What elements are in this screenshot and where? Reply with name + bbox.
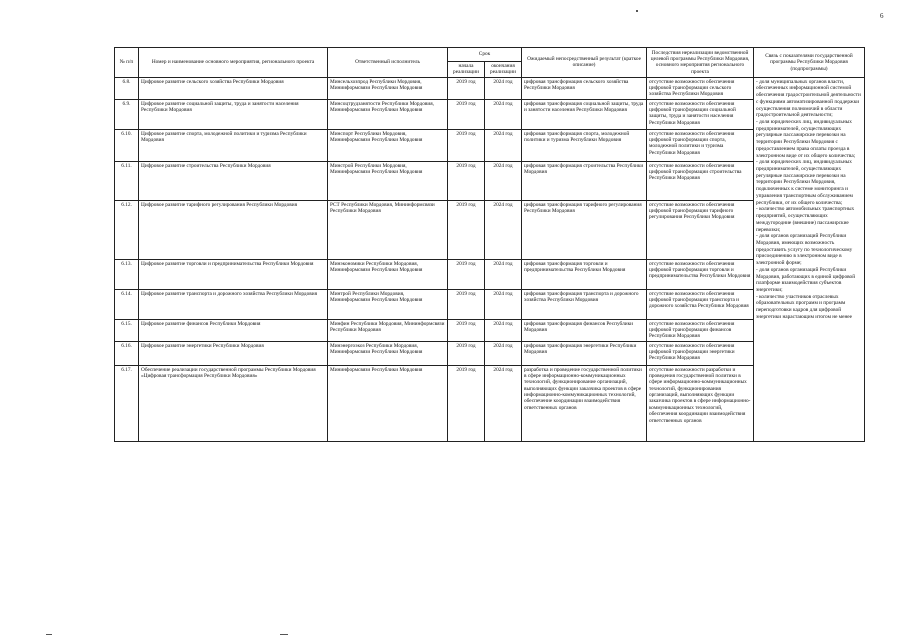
indicator-line: предоставить услугу по технологическому [756, 246, 853, 253]
row-consequence: отсутствие возможности обеспечения цифровой трансформации строительства Республики Мордовия [647, 161, 754, 200]
table-row [115, 161, 865, 200]
row-start: 2019 год [448, 341, 485, 365]
indicator-line: предпринимателей, осуществляющих [756, 166, 842, 173]
indicator-line: территории Республики Мордовия с [756, 139, 838, 146]
indicators-link-cell [754, 77, 865, 441]
row-start: 2019 год [448, 319, 485, 341]
row-start: 2019 год [448, 77, 485, 99]
indicator-line: обеспеченных информационной системой [756, 85, 852, 92]
indicator-line: энергетики нарастающим итогом не менее [756, 313, 852, 320]
row-executor: Минэнергоэкоз Республики Мордовия, Мининформсвязи Республики Мордовия [328, 341, 448, 365]
row-executor: Минспорт Республики Мордовия, Мининформсвязи Республики Мордовия [328, 129, 448, 161]
indicator-line: - количество автомобильных транспортных [756, 206, 855, 213]
row-executor: Минэкономики Республики Мордовия, Мининформсвязи Республики Мордовия [328, 259, 448, 289]
indicator-line: платформе взаимодействия субъектов [756, 280, 842, 287]
indicator-line: - количество участников отраслевых [756, 293, 839, 300]
row-end: 2024 год [485, 341, 522, 365]
row-consequence: отсутствие возможности обеспечения цифровой трансформации тарифного регулирования Республики Мордовия [647, 200, 754, 259]
program-table [114, 47, 865, 442]
indicator-line: - доля юридических лиц, индивидуальных [756, 159, 852, 166]
row-number: 6.17. [115, 365, 139, 441]
row-consequence: отсутствие возможности обеспечения цифровой трансформации финансов Республики Мордовия [647, 319, 754, 341]
row-executor: РСТ Республики Мордовия, Мининформсвязи Республики Мордовия [328, 200, 448, 259]
row-executor: Минтрой Республики Мордовия, Мининформсвязи Республики Мордовия [328, 289, 448, 319]
row-result: цифровая трансформация социальной защиты, труда и занятости населения Республики Мордовия [522, 99, 647, 129]
indicator-line: присоединению в электронном виде в [756, 253, 842, 260]
row-name: Цифровое развитие торговли и предпринимательства Республики Мордовия [139, 259, 328, 289]
row-name: Цифровое развитие финансов Республики Мордовия [139, 319, 328, 341]
row-start: 2019 год [448, 161, 485, 200]
indicator-line: Мордовия, работающих в единой цифровой [756, 273, 856, 280]
row-name: Цифровое развитие сельского хозяйства Республики Мордовия [139, 77, 328, 99]
indicator-line: перевозки; [756, 226, 781, 233]
table-row [115, 200, 865, 259]
table-row [115, 319, 865, 341]
row-result: цифровая трансформация энергетики Республики Мордовия [522, 341, 647, 365]
header-executor: Ответственный исполнитель [328, 48, 448, 78]
table-row [115, 77, 865, 99]
indicator-line: - доля органов организаций Республики [756, 266, 847, 273]
row-end: 2024 год [485, 259, 522, 289]
indicator-line: - доля муниципальных органов власти, [756, 78, 845, 85]
indicator-line: осуществления полномочий в области [756, 105, 843, 112]
row-start: 2019 год [448, 99, 485, 129]
indicator-line: электронном виде от их общего количества; [756, 152, 856, 159]
scan-speck [46, 634, 52, 635]
row-name: Цифровое развитие энергетики Республики Мордовия [139, 341, 328, 365]
row-name: Цифровое развитие строительства Республики Мордовия [139, 161, 328, 200]
row-end: 2024 год [485, 161, 522, 200]
row-result: разработка и проведение государственной политики в сфере информационно-коммуникационных технологий, функционирование организаций, выполняющих функции заказчика проектов в сфере информационно-коммуникационных технологий, обеспечение координации взаимодействия ответственных органов [522, 365, 647, 441]
row-consequence: отсутствие возможности обеспечения цифровой трансформации энергетики Республики Мордовия [647, 341, 754, 365]
row-name: Цифровое развитие транспорта и дорожного хозяйства Республики Мордовия [139, 289, 328, 319]
row-number: 6.12. [115, 200, 139, 259]
row-name: Обеспечение реализации государственной программы Республики Мордовия «Цифровая трансформация Республики Мордовия» [139, 365, 328, 441]
row-number: 6.11. [115, 161, 139, 200]
table-row [115, 99, 865, 129]
header-link: Связь с показателями государственной программы Республики Мордовия (подпрограммы) [754, 48, 865, 78]
indicator-line: переподготовки кадров для цифровой [756, 307, 842, 314]
row-number: 6.9. [115, 99, 139, 129]
row-executor: Минсоцтрудзанятости Республики Мордовия, Мининформсвязи Республики Мордовия [328, 99, 448, 129]
row-executor: Минсельхозпрод Республики Мордовия, Mинииформсвязи Республики Мордовия [328, 77, 448, 99]
row-number: 6.14. [115, 289, 139, 319]
row-consequence: отсутствие возможности обеспечения цифровой трансформации спорта, молодежной политики и туризма Республики Мордовия [647, 129, 754, 161]
row-number: 6.8. [115, 77, 139, 99]
row-start: 2019 год [448, 289, 485, 319]
row-consequence: отсутствие возможности обеспечения цифровой трансформации транспорта и дорожного хозяйства Республики Мордовия [647, 289, 754, 319]
row-end: 2024 год [485, 365, 522, 441]
row-start: 2019 год [448, 200, 485, 259]
table-row [115, 365, 865, 441]
row-result: цифровая трансформация транспорта и дорожного хозяйства Республики Мордовия [522, 289, 647, 319]
row-end: 2024 год [485, 200, 522, 259]
row-start: 2019 год [448, 129, 485, 161]
indicator-line: подключенных к системе мониторинга и [756, 186, 848, 193]
row-end: 2024 год [485, 129, 522, 161]
row-end: 2024 год [485, 99, 522, 129]
indicator-line: предоставлением права оплаты проезда в [756, 145, 850, 152]
row-name: Цифровое развитие социальной защиты, труда и занятости населения Республики Мордовия [139, 99, 328, 129]
row-number: 6.16. [115, 341, 139, 365]
row-start: 2019 год [448, 365, 485, 441]
row-result: цифровая трансформация строительства Республики Мордовия [522, 161, 647, 200]
row-consequence: отсутствие возможности обеспечения цифровой трансформации торговли и предпринимательства Республики Мордовия [647, 259, 754, 289]
indicator-line: с функциями автоматизированной поддержки [756, 98, 860, 105]
row-name: Цифровое развитие тарифного регулирования Республики Мордовия [139, 200, 328, 259]
indicator-line: Мордовия, имеющих возможность [756, 239, 835, 246]
row-result: цифровая трансформация торговли и предпринимательства Республики Мордовия [522, 259, 647, 289]
header-end: окончания реализации [485, 62, 522, 78]
indicator-line: градостроительной деятельности; [756, 112, 833, 119]
row-result: цифровая трансформация спорта, молодежной политики и туризма Республики Мордовия [522, 129, 647, 161]
indicator-line: образовательных программ и программ [756, 300, 846, 307]
row-end: 2024 год [485, 319, 522, 341]
table-row [115, 289, 865, 319]
row-consequence: отсутствие возможности разработки и проведения государственной политики в сфере информационно-коммуникационных технологий, функционирования организаций, выполняющих функции заказчика проектов в сфере информационно-коммуникационных технологий, обеспечения координации взаимодействия ответственных органов [647, 365, 754, 441]
table-row [115, 341, 865, 365]
indicator-line: регулярные пассажирские перевозки на [756, 172, 846, 179]
scan-speck [280, 634, 288, 635]
indicator-line: территории Республики Мордовия, [756, 179, 836, 186]
header-consequence: Последствия нереализации ведомственной целевой программы Республики Мордовия, основного мероприятия регионального проекта [647, 48, 754, 78]
row-number: 6.10. [115, 129, 139, 161]
header-start: начала реализации [448, 62, 485, 78]
row-start: 2019 год [448, 259, 485, 289]
indicator-line: регулярные пассажирские перевозки на [756, 132, 846, 139]
indicator-line: - доля юридических лиц, индивидуальных [756, 119, 852, 125]
row-consequence: отсутствие возможности обеспечения цифровой трансформации сельского хозяйства Республики Мордовия [647, 77, 754, 99]
table-row [115, 259, 865, 289]
indicator-line: предприятий, осуществляющих [756, 213, 828, 220]
indicator-line: электронной форме; [756, 260, 802, 267]
header-term: Срок [448, 48, 522, 62]
row-end: 2024 год [485, 77, 522, 99]
row-result: цифровая трансформация тарифного регулирования Республики Мордовия [522, 200, 647, 259]
row-consequence: отсутствие возможности обеспечения цифровой трансформации социальной защиты, труда и занятости населения Республики Мордовия [647, 99, 754, 129]
row-executor: Минстрой Республики Мордовия, Мининформсвязи Республики Мордовия [328, 161, 448, 200]
indicator-line: энергетики; [756, 286, 783, 293]
row-end: 2024 год [485, 289, 522, 319]
row-result: цифровая трансформация финансов Республики Мордовия [522, 319, 647, 341]
row-number: 6.13. [115, 259, 139, 289]
indicator-line: управления транспортным обслуживанием [756, 192, 853, 199]
header-name: Номер и наименование основного мероприятия, регионального проекта [139, 48, 328, 78]
page-number: 6 [880, 12, 884, 20]
header-result: Ожидаемый непосредственный результат (краткое описание) [522, 48, 647, 78]
header-num: № п/п [115, 48, 139, 78]
row-executor: Мининформсвязи Республики Мордовия [328, 365, 448, 441]
row-executor: Минфин Республики Мордовия, Мининформсвязи Республики Мордовия [328, 319, 448, 341]
indicator-line: республики, от их общего количества; [756, 199, 843, 206]
row-result: цифровая трансформация сельского хозяйства Республики Мордовия [522, 77, 647, 99]
indicator-line: - доля органов организаций Республики [756, 233, 847, 240]
indicator-line: обеспечения градостроительной деятельности [756, 92, 861, 99]
indicator-line: междугородние (внешние) пассажирские [756, 219, 849, 226]
table-row [115, 129, 865, 161]
scan-speck [636, 10, 638, 12]
row-name: Цифровое развитие спорта, молодежной политики и туризма Республики Мордовия [139, 129, 328, 161]
row-number: 6.15. [115, 319, 139, 341]
indicator-line: предпринимателей, осуществляющих [756, 125, 842, 132]
